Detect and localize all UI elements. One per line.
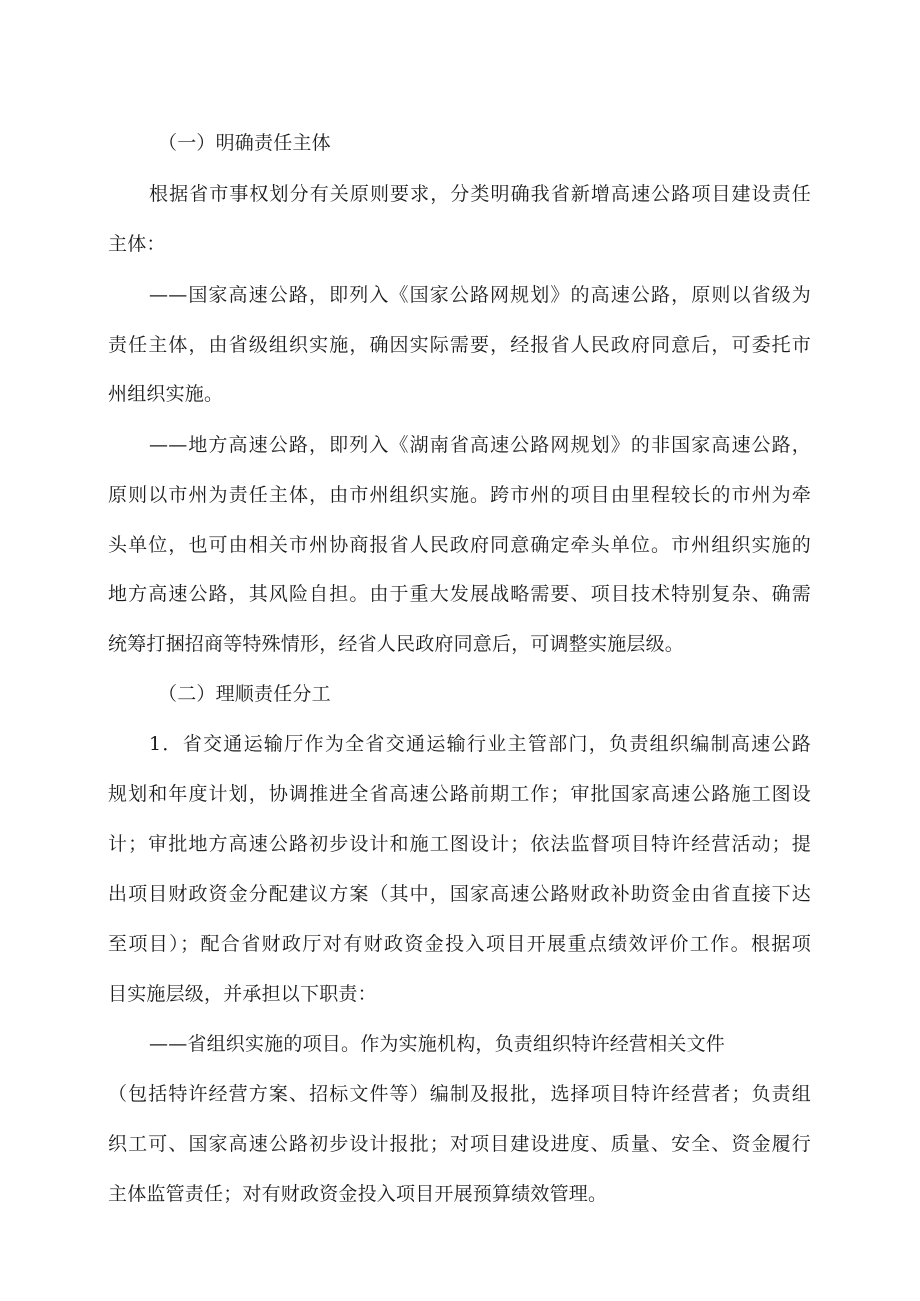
section-heading-2: （二）理顺责任分工 xyxy=(158,683,331,705)
paragraph-line: ——国家高速公路，即列入《国家公路网规划》的高速公路，原则以省级为 xyxy=(149,284,811,306)
paragraph-line: 出项目财政资金分配建议方案（其中，国家高速公路财政补助资金由省直接下达 xyxy=(108,883,811,905)
paragraph-line: 织工可、国家高速公路初步设计报批；对项目建设进度、质量、安全、资金履行 xyxy=(108,1133,811,1155)
paragraph-line: 至项目）；配合省财政厅对有财政资金投入项目开展重点绩效评价工作。根据项 xyxy=(108,933,811,955)
paragraph-line: 计；审批地方高速公路初步设计和施工图设计；依法监督项目特许经营活动；提 xyxy=(108,833,811,855)
paragraph-line: （包括特许经营方案、招标文件等）编制及报批，选择项目特许经营者；负责组 xyxy=(108,1083,811,1105)
paragraph-line: 责任主体，由省级组织实施，确因实际需要，经报省人民政府同意后，可委托市 xyxy=(108,334,811,356)
paragraph-line: 原则以市州为责任主体，由市州组织实施。跨市州的项目由里程较长的市州为牵 xyxy=(108,484,811,506)
paragraph-line: 州组织实施。 xyxy=(108,383,224,405)
section-heading-1: （一）明确责任主体 xyxy=(158,132,331,154)
paragraph-line: ——地方高速公路，即列入《湖南省高速公路网规划》的非国家高速公路， xyxy=(149,434,811,456)
paragraph-line: 统筹打捆招商等特殊情形，经省人民政府同意后，可调整实施层级。 xyxy=(108,633,685,655)
paragraph-line: 头单位，也可由相关市州协商报省人民政府同意确定牵头单位。市州组织实施的 xyxy=(108,534,811,556)
paragraph-line: 根据省市事权划分有关原则要求，分类明确我省新增高速公路项目建设责任 xyxy=(149,183,811,205)
paragraph-line: 地方高速公路，其风险自担。由于重大发展战略需要、项目技术特别复杂、确需 xyxy=(108,583,811,605)
paragraph-line: 规划和年度计划，协调推进全省高速公路前期工作；审批国家高速公路施工图设 xyxy=(108,783,811,805)
paragraph-line: ——省组织实施的项目。作为实施机构，负责组织特许经营相关文件 xyxy=(149,1033,726,1055)
paragraph-line: 1．省交通运输厅作为全省交通运输行业主管部门，负责组织编制高速公路 xyxy=(149,733,811,755)
paragraph-line: 目实施层级，并承担以下职责： xyxy=(108,983,377,1005)
paragraph-line: 主体： xyxy=(108,233,166,255)
paragraph-line: 主体监管责任；对有财政资金投入项目开展预算绩效管理。 xyxy=(108,1183,608,1205)
